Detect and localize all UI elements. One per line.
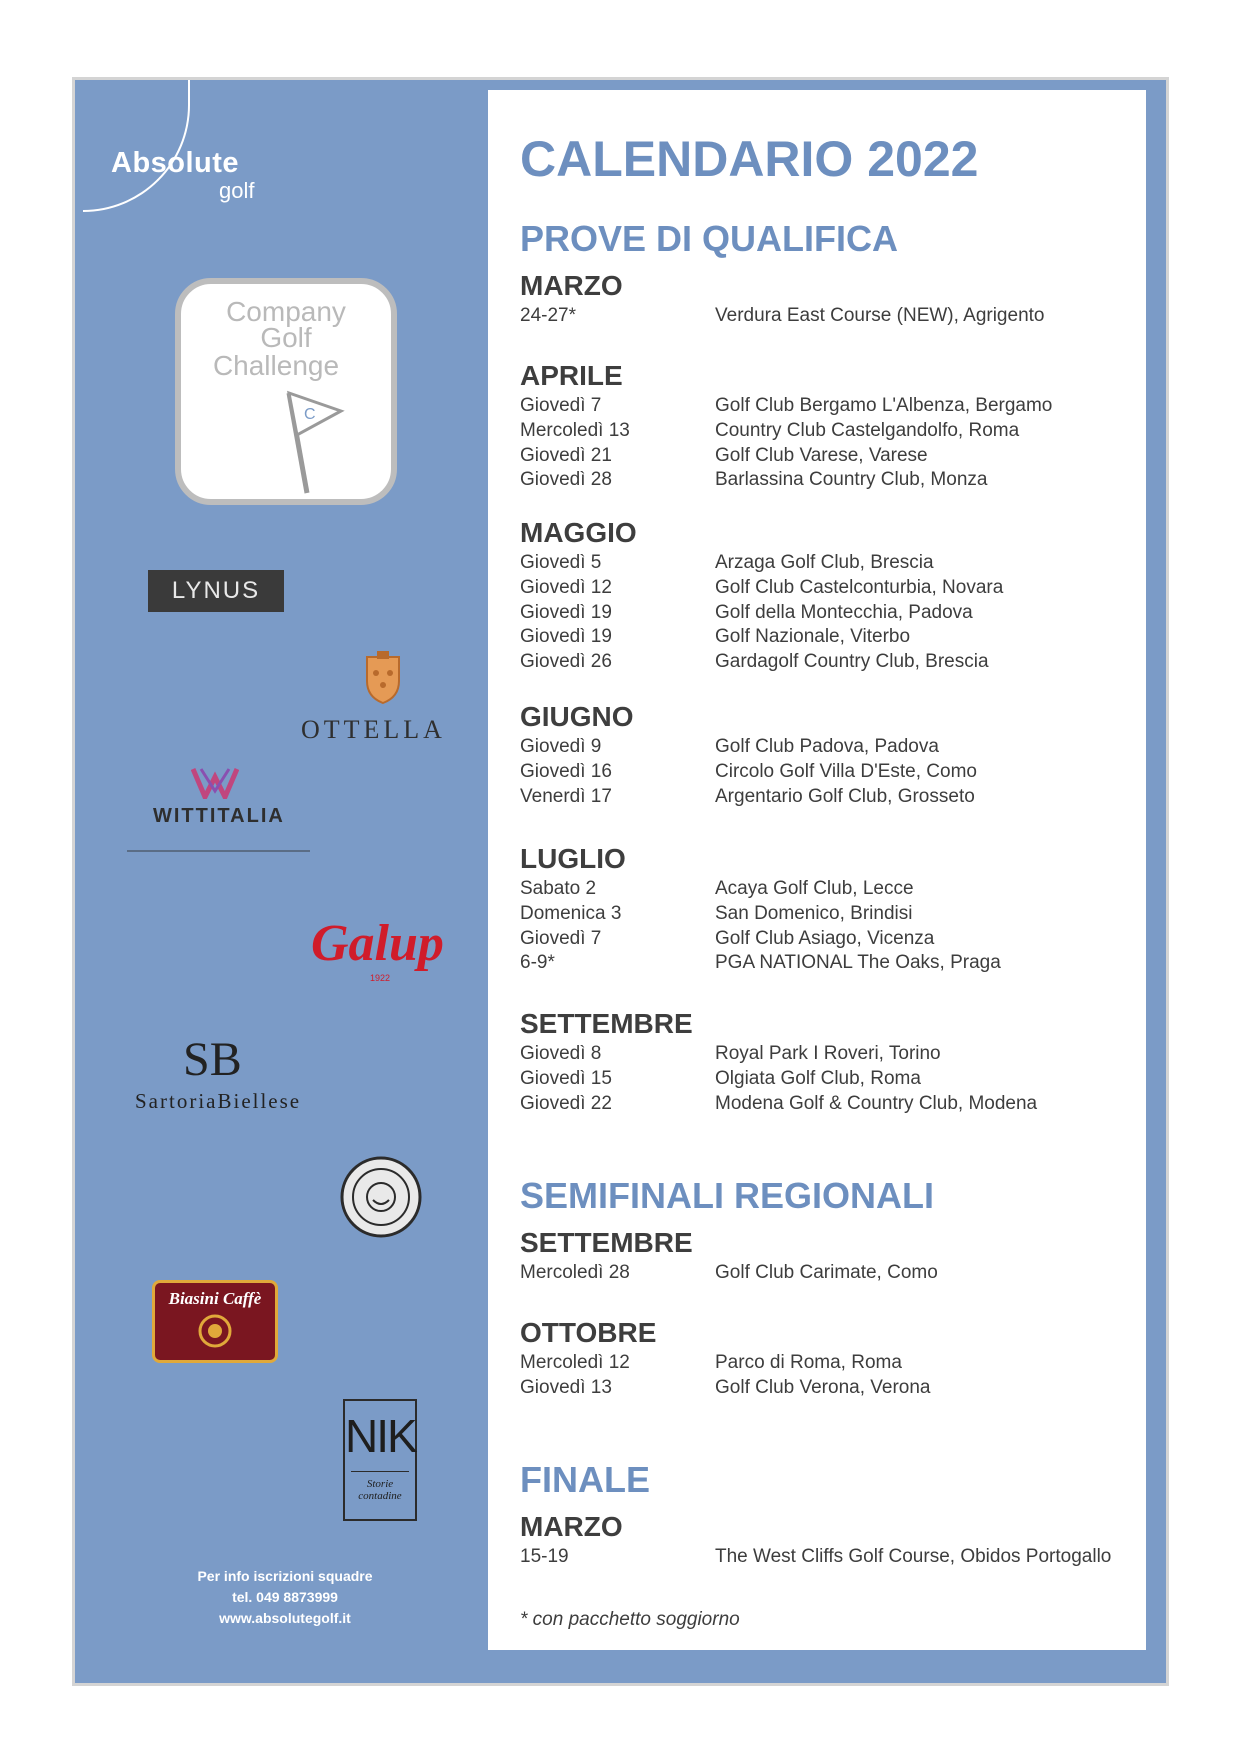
info-line-phone: tel. 049 8873999 bbox=[232, 1589, 338, 1605]
event-venue: Arzaga Golf Club, Brescia bbox=[715, 552, 934, 573]
event-row bbox=[520, 469, 1130, 494]
event-day: 24-27* bbox=[520, 305, 576, 326]
ottella-shield-icon bbox=[363, 651, 403, 705]
event-venue: Golf Nazionale, Viterbo bbox=[715, 626, 911, 648]
event-day: Giovedì 8 bbox=[520, 1043, 602, 1064]
event-venue: Modena Golf & Country Club, Modena bbox=[715, 1092, 1038, 1114]
event-day: Giovedì 19 bbox=[520, 626, 612, 648]
event-row bbox=[520, 626, 1130, 651]
footnote: * con pacchetto soggiorno bbox=[520, 1609, 740, 1630]
event-day: Giovedì 28 bbox=[520, 469, 612, 491]
event-day: Venerdì 17 bbox=[520, 785, 612, 807]
calendar-title: CALENDARIO 2022 bbox=[520, 131, 979, 187]
wittitalia-w-icon bbox=[191, 767, 239, 799]
event-venue: Argentario Golf Club, Grosseto bbox=[715, 785, 975, 807]
badge-line-challenge: Challenge bbox=[212, 350, 340, 381]
event-venue: Verdura East Course (NEW), Agrigento bbox=[715, 305, 1045, 326]
event-venue: Golf Club Carimate, Como bbox=[715, 1262, 938, 1283]
event-row bbox=[520, 305, 1130, 330]
event-venue: Golf Club Bergamo L'Albenza, Bergamo bbox=[715, 395, 1053, 416]
golf-flag-icon bbox=[281, 389, 351, 499]
event-day: Domenica 3 bbox=[520, 902, 622, 924]
event-day: Giovedì 22 bbox=[520, 1092, 612, 1114]
badge-line-company: Company bbox=[226, 296, 346, 327]
event-row bbox=[520, 420, 1130, 445]
event-venue: Country Club Castelgandolfo, Roma bbox=[715, 419, 1020, 441]
event-row bbox=[520, 736, 1130, 761]
month-heading: SETTEMBRE bbox=[520, 1008, 693, 1039]
calendar-panel bbox=[488, 90, 1146, 1650]
event-day: Giovedì 16 bbox=[520, 760, 612, 782]
event-row bbox=[520, 651, 1130, 676]
month-heading: GIUGNO bbox=[520, 701, 634, 732]
wittitalia-logo: WITTITALIA bbox=[153, 805, 285, 827]
event-row bbox=[520, 1546, 1130, 1571]
event-venue: Golf Club Castelconturbia, Novara bbox=[715, 576, 1004, 598]
coffee-cup-icon bbox=[197, 1313, 233, 1349]
event-row bbox=[520, 878, 1130, 903]
month-heading: MAGGIO bbox=[520, 517, 637, 548]
event-row bbox=[520, 1043, 1130, 1068]
event-day: Giovedì 13 bbox=[520, 1376, 612, 1398]
event-day: Giovedì 7 bbox=[520, 927, 602, 949]
brand-logo-title: Absolute bbox=[111, 147, 240, 179]
month-heading: OTTOBRE bbox=[520, 1317, 657, 1348]
event-day: Mercoledì 12 bbox=[520, 1352, 630, 1373]
event-venue: Gardagolf Country Club, Brescia bbox=[715, 651, 989, 673]
event-day: Giovedì 26 bbox=[520, 651, 612, 673]
month-heading: MARZO bbox=[520, 270, 623, 301]
info-line-registration: Per info iscrizioni squadre bbox=[197, 1568, 373, 1584]
event-day: Giovedì 12 bbox=[520, 576, 612, 598]
event-day: Giovedì 7 bbox=[520, 395, 602, 416]
biasini-caffe-logo bbox=[152, 1280, 278, 1363]
event-venue: Circolo Golf Villa D'Este, Como bbox=[715, 760, 977, 782]
event-venue: Golf Club Padova, Padova bbox=[715, 736, 939, 757]
biasini-caffe-name: Biasini Caffè bbox=[168, 1289, 262, 1308]
event-row bbox=[520, 903, 1130, 928]
event-day: Mercoledì 13 bbox=[520, 419, 630, 441]
event-row bbox=[520, 952, 1130, 977]
event-venue: Barlassina Country Club, Monza bbox=[715, 469, 988, 491]
event-venue: Golf Club Verona, Verona bbox=[715, 1376, 931, 1398]
nik-logo bbox=[343, 1399, 417, 1521]
event-row bbox=[520, 395, 1130, 420]
event-venue: San Domenico, Brindisi bbox=[715, 902, 913, 924]
event-row bbox=[520, 1093, 1130, 1118]
nik-tagline: Storie contadine bbox=[351, 1471, 409, 1502]
event-venue: Parco di Roma, Roma bbox=[715, 1352, 902, 1373]
contact-info bbox=[178, 1566, 392, 1629]
event-row bbox=[520, 1352, 1130, 1377]
galup-logo: Galup bbox=[311, 915, 444, 972]
galup-year: 1922 bbox=[370, 973, 391, 983]
nik-wordmark: NIK bbox=[345, 1410, 416, 1462]
month-heading: SETTEMBRE bbox=[520, 1227, 693, 1258]
event-day: 6-9* bbox=[520, 952, 555, 974]
event-day: 15-19 bbox=[520, 1546, 569, 1567]
section-title-qualifica: PROVE DI QUALIFICA bbox=[520, 218, 899, 259]
event-venue: Acaya Golf Club, Lecce bbox=[715, 878, 914, 899]
event-venue: The West Cliffs Golf Course, Obidos Portogallo bbox=[715, 1546, 1112, 1567]
event-row bbox=[520, 577, 1130, 602]
event-row bbox=[520, 1262, 1130, 1287]
event-row bbox=[520, 602, 1130, 627]
event-venue: Olgiata Golf Club, Roma bbox=[715, 1067, 921, 1089]
event-day: Giovedì 15 bbox=[520, 1067, 612, 1089]
event-venue: Golf Club Varese, Varese bbox=[715, 444, 928, 466]
section-title-finale: FINALE bbox=[520, 1459, 650, 1500]
company-golf-challenge-badge bbox=[175, 278, 397, 505]
event-day: Giovedì 21 bbox=[520, 444, 612, 466]
sartoria-biellese-monogram: SB bbox=[183, 1033, 242, 1086]
event-row bbox=[520, 928, 1130, 953]
month-heading: LUGLIO bbox=[520, 843, 626, 874]
info-line-website[interactable]: www.absolutegolf.it bbox=[219, 1610, 351, 1626]
section-title-semifinali: SEMIFINALI REGIONALI bbox=[520, 1175, 934, 1216]
badge-line-golf: Golf bbox=[260, 322, 312, 353]
event-venue: PGA NATIONAL The Oaks, Praga bbox=[715, 952, 1001, 974]
event-venue: Golf Club Asiago, Vicenza bbox=[715, 927, 935, 949]
event-day: Sabato 2 bbox=[520, 878, 597, 899]
antica-tostatura-seal-icon bbox=[340, 1156, 422, 1238]
flag-letter: C bbox=[304, 406, 316, 423]
ottella-logo: OTTELLA bbox=[301, 715, 446, 744]
brand-logo-subtitle: golf bbox=[219, 178, 255, 203]
event-day: Giovedì 5 bbox=[520, 552, 602, 573]
month-heading: MARZO bbox=[520, 1511, 623, 1542]
sartoria-biellese-logo: SartoriaBiellese bbox=[135, 1089, 302, 1113]
event-row bbox=[520, 445, 1130, 470]
event-venue: Golf della Montecchia, Padova bbox=[715, 601, 973, 623]
wittitalia-divider bbox=[127, 850, 310, 852]
brand-circle-decoration bbox=[83, 80, 190, 212]
event-day: Mercoledì 28 bbox=[520, 1262, 630, 1283]
event-row bbox=[520, 786, 1130, 811]
event-row bbox=[520, 552, 1130, 577]
event-day: Giovedì 9 bbox=[520, 736, 602, 757]
event-row bbox=[520, 761, 1130, 786]
month-heading: APRILE bbox=[520, 360, 623, 391]
event-venue: Royal Park I Roveri, Torino bbox=[715, 1043, 941, 1064]
event-row bbox=[520, 1068, 1130, 1093]
event-day: Giovedì 19 bbox=[520, 601, 612, 623]
lynus-logo: LYNUS bbox=[148, 570, 284, 612]
event-row bbox=[520, 1377, 1130, 1402]
